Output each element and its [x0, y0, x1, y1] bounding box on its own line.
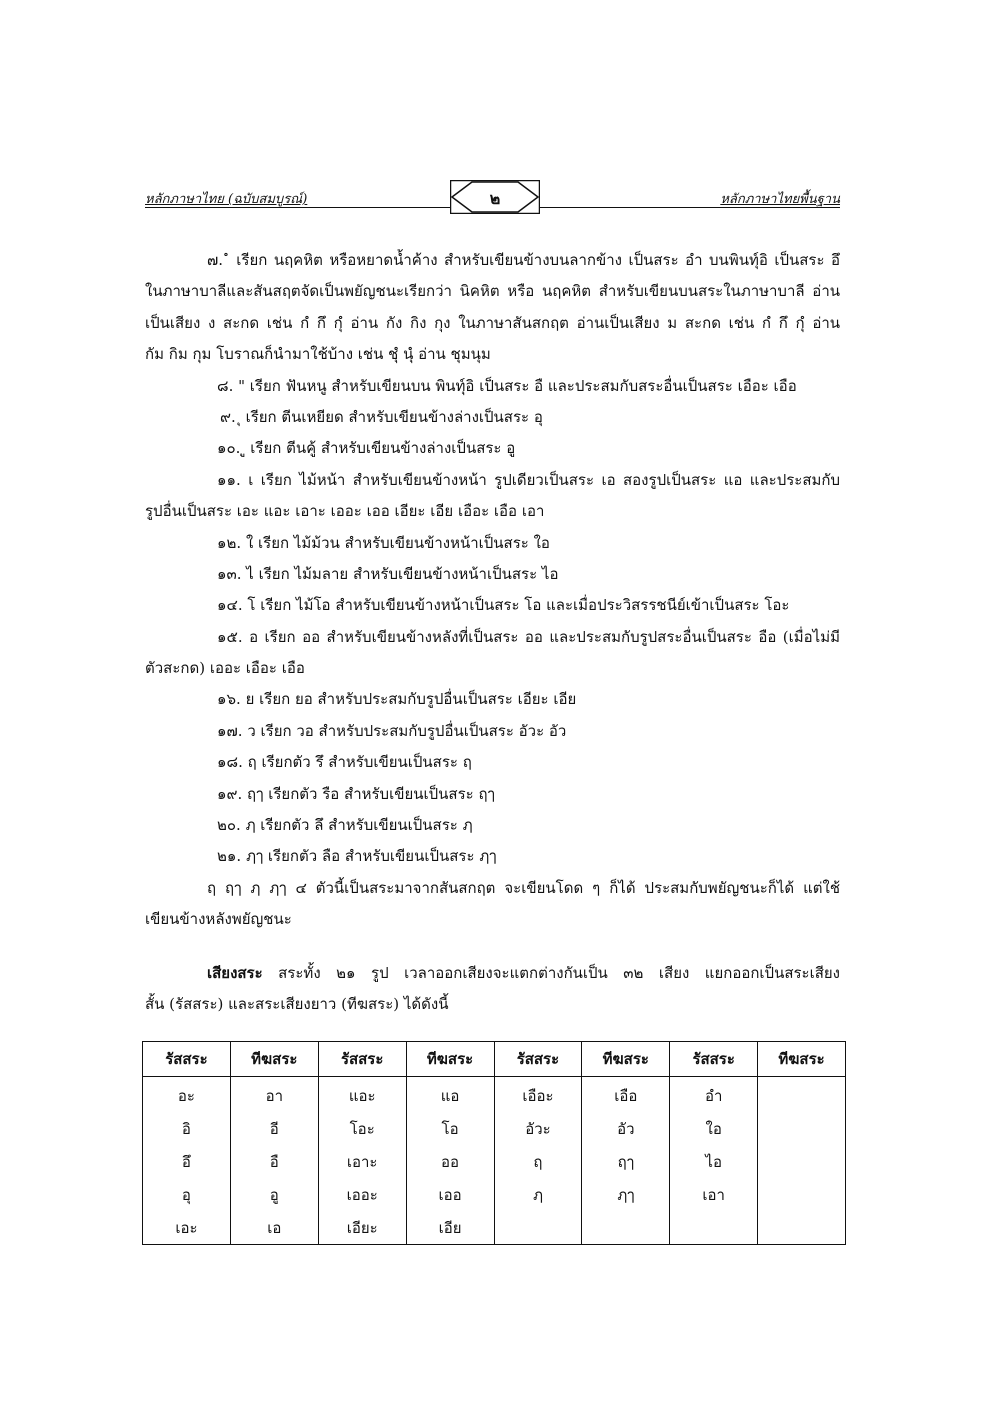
table-cell: อา [230, 1077, 318, 1113]
header-book-title: หลักภาษาไทย (ฉบับสมบูรณ์) [145, 192, 308, 207]
table-cell: ไอ [670, 1145, 758, 1178]
column-header: รัสสระ [494, 1042, 582, 1077]
table-cell: เออะ [318, 1178, 406, 1211]
text-line: ฤ ฤๅ ฦ ฦๅ ๔ ตัวนี้เป็นสระมาจากสันสกฤต จะเขียนโดด ๆ ก็ได้ ประสมกับพยัญชนะก็ได้ แต่ใช้ [207, 878, 840, 897]
table-cell: อึ [143, 1145, 231, 1178]
text-line: ๙. ุ เรียก ตีนเหยียด สำหรับเขียนข้างล่างเป็นสระ อุ [220, 407, 543, 426]
table-cell: โอะ [318, 1112, 406, 1145]
table-cell: เอ [230, 1211, 318, 1245]
table-cell: เอะ [143, 1211, 231, 1245]
table-row [143, 1178, 846, 1211]
page-number-box [450, 180, 540, 214]
table-cell: อิ [143, 1112, 231, 1145]
text-line: เขียนข้างหลังพยัญชนะ [145, 910, 292, 929]
section-intro-line-2: สั้น (รัสสระ) และสระเสียงยาว (ทีฆสระ) ได้ดังนี้ [145, 994, 449, 1013]
table-cell: อัว [582, 1112, 670, 1145]
table-cell: เอา [670, 1178, 758, 1211]
body-text [145, 245, 840, 1020]
table-cell: อู [230, 1178, 318, 1211]
table-cell: เอือะ [494, 1077, 582, 1113]
table-header-row [143, 1042, 846, 1077]
section-heading: เสียงสระ [207, 963, 263, 982]
table-cell [758, 1145, 846, 1178]
text-line: ๑๐. ู เรียก ตีนคู้ สำหรับเขียนข้างล่างเป็นสระ อู [217, 439, 516, 458]
section-intro-text: สระทั้ง ๒๑ รูป เวลาออกเสียงจะแตกต่างกันเป็น ๓๒ เสียง แยกออกเป็นสระเสียง [262, 963, 840, 982]
text-line: ๗. ํ เรียก นฤคหิต หรือหยาดน้ำค้าง สำหรับเขียนข้างบนลากข้าง เป็นสระ อำ บนพินทุ์อิ เป็นสระ อึ [207, 251, 840, 269]
text-line: ๑๕. อ เรียก ออ สำหรับเขียนข้างหลังที่เป็นสระ ออ และประสมกับรูปสระอื่นเป็นสระ อือ (เมื่อไม่มี [217, 627, 840, 646]
table-cell: อัวะ [494, 1112, 582, 1145]
table-row [143, 1211, 846, 1245]
header-subject-title: หลักภาษาไทยพื้นฐาน [720, 192, 840, 207]
table-cell: อะ [143, 1077, 231, 1113]
column-header: รัสสระ [143, 1042, 231, 1077]
text-line: ๑๔. โ เรียก ไม้โอ สำหรับเขียนข้างหน้าเป็นสระ โอ และเมื่อประวิสรรชนีย์เข้าเป็นสระ โอะ [217, 596, 790, 615]
column-header: ทีฆสระ [230, 1042, 318, 1077]
text-line: ๑๙. ฤๅ เรียกตัว รือ สำหรับเขียนเป็นสระ ฤๅ [217, 784, 495, 803]
table-cell [494, 1211, 582, 1245]
page-number: ๒ [489, 189, 501, 208]
table-cell: ฤ [494, 1145, 582, 1178]
table-cell: เอาะ [318, 1145, 406, 1178]
text-line: ตัวสะกด) เออะ เอือะ เอือ [145, 659, 305, 678]
table-cell: เอือ [582, 1077, 670, 1113]
table-cell: โอ [406, 1112, 494, 1145]
table-row [143, 1077, 846, 1113]
table-cell: แอะ [318, 1077, 406, 1113]
text-line: ๘. " เรียก ฟันหนู สำหรับเขียนบน พินทุ์อิ เป็นสระ อื และประสมกับสระอื่นเป็นสระ เอือะ เอือ [217, 376, 797, 395]
table-cell: เอีย [406, 1211, 494, 1245]
page-header [145, 178, 840, 212]
table-cell: ออ [406, 1145, 494, 1178]
section-intro-line [145, 958, 840, 989]
column-header: ทีฆสระ [582, 1042, 670, 1077]
column-header: ทีฆสระ [406, 1042, 494, 1077]
text-line: ๒๐. ฦ เรียกตัว ลึ สำหรับเขียนเป็นสระ ฦ [217, 816, 473, 835]
table-cell: อำ [670, 1077, 758, 1113]
table-row [143, 1145, 846, 1178]
column-header: ทีฆสระ [758, 1042, 846, 1077]
table-cell: อี [230, 1112, 318, 1145]
text-line: ๑๗. ว เรียก วอ สำหรับประสมกับรูปอื่นเป็นสระ อัวะ อัว [217, 721, 567, 740]
text-line: รูปอื่นเป็นสระ เอะ แอะ เอาะ เออะ เออ เอียะ เอีย เอือะ เอือ เอา [145, 502, 545, 521]
table-cell [758, 1178, 846, 1211]
table-cell: ใอ [670, 1112, 758, 1145]
text-line: เป็นเสียง ง สะกด เช่น กํ กึ กุํ อ่าน กัง กิง กุง ในภาษาสันสกฤต อ่านเป็นเสียง ม สะกด เช่น กํ กึ กุํ อ่าน [145, 313, 840, 332]
table-cell [758, 1112, 846, 1145]
text-line: ๑๘. ฤ เรียกตัว รึ สำหรับเขียนเป็นสระ ฤ [217, 753, 472, 772]
table-cell: เอียะ [318, 1211, 406, 1245]
text-line: ในภาษาบาลีและสันสฤตจัดเป็นพยัญชนะเรียกว่า นิคหิต หรือ นฤคหิต สำหรับเขียนบนสระในภาษาบาลี อ่าน [145, 282, 840, 301]
column-header: รัสสระ [670, 1042, 758, 1077]
text-line: ๑๖. ย เรียก ยอ สำหรับประสมกับรูปอื่นเป็นสระ เอียะ เอีย [217, 690, 577, 709]
text-line: ๑๓. ไ เรียก ไม้มลาย สำหรับเขียนข้างหน้าเป็นสระ ไอ [217, 564, 559, 583]
table-cell: ฤๅ [582, 1145, 670, 1178]
text-line: ๒๑. ฦๅ เรียกตัว ลือ สำหรับเขียนเป็นสระ ฦๅ [217, 847, 497, 866]
text-line: ๑๒. ใ เรียก ไม้ม้วน สำหรับเขียนข้างหน้าเป็นสระ ใอ [217, 533, 550, 552]
table-cell: แอ [406, 1077, 494, 1113]
column-header: รัสสระ [318, 1042, 406, 1077]
table-cell: ฦ [494, 1178, 582, 1211]
table-cell: อื [230, 1145, 318, 1178]
text-line: กัม กิม กุม โบราณก็นำมาใช้บ้าง เช่น ชุํ นุํ อ่าน ชุมนุม [145, 345, 491, 364]
table-cell [670, 1211, 758, 1245]
table-cell: ฦๅ [582, 1178, 670, 1211]
table-row [143, 1112, 846, 1145]
text-line: ๑๑. เ เรียก ไม้หน้า สำหรับเขียนข้างหน้า รูปเดียวเป็นสระ เอ สองรูปเป็นสระ แอ และประสมกับ [217, 470, 840, 489]
table-cell [582, 1211, 670, 1245]
table-cell: เออ [406, 1178, 494, 1211]
table-cell [758, 1077, 846, 1113]
vowel-table [142, 1041, 846, 1245]
table-cell: อุ [143, 1178, 231, 1211]
table-cell [758, 1211, 846, 1245]
